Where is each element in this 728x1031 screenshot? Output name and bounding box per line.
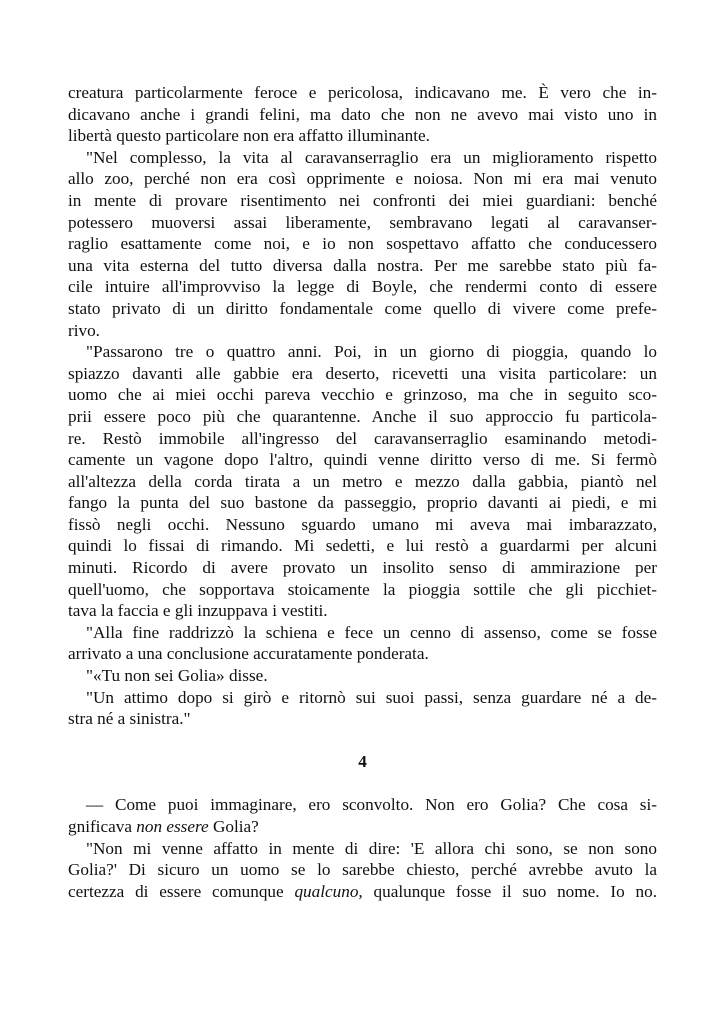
text-line: all'altezza della corda tirata a un metro e mezzo dalla gabbia, piantò nel [68,471,657,491]
section-text [68,82,657,730]
text-span: Golia? [208,817,259,836]
text-line: "Alla fine raddrizzò la schiena e fece un cenno di assenso, come se fosse [86,622,657,642]
text-line: re. Restò immobile all'ingresso del caravanserraglio esaminando metodi- [68,428,657,448]
text-line: spiazzo davanti alle gabbie era deserto, ricevetti una visita particolare: un [68,363,657,383]
text-line: "Passarono tre o quattro anni. Poi, in un giorno di pioggia, quando lo [86,342,657,362]
text-line: "Nel complesso, la vita al caravanserraglio era un miglioramento rispetto [86,147,657,167]
text-line: — Come puoi immaginare, ero sconvolto. Non ero Golia? Che cosa si- [86,795,657,815]
italic-text: qualcuno, [294,881,363,901]
text-line: in mente di provare risentimento nei confronti dei miei guardiani: benché [68,190,657,210]
text-line: allo zoo, perché non era così opprimente e noiosa. Non mi era mai venuto [68,169,657,189]
text-line: raglio esattamente come noi, e io non sospettavo affatto che conducessero [68,234,657,254]
text-line: quindi lo fissai di rimando. Mi sedetti, e lui restò a guardarmi per alcuni [68,536,657,556]
text-line: minuti. Ricordo di avere provato un insolito senso di ammirazione per [68,558,657,578]
text-line: tava la faccia e gli inzuppava i vestiti. [68,601,328,621]
text-span: gnificava [68,817,137,836]
text-line: fissò negli occhi. Nessuno sguardo umano mi aveva mai imbarazzato, [68,514,657,534]
text-line: una vita esterna del tutto diversa dalla nostra. Per me sarebbe stato più fa- [68,255,657,275]
italic-text: non essere [136,817,209,836]
text-line: Golia?' Di sicuro un uomo se lo sarebbe chiesto, perché avrebbe avuto la [68,860,657,880]
text-line: quell'uomo, che sopportava stoicamente la pioggia sottile che gli picchiet- [68,579,657,599]
text-span: certezza di essere comunque [68,881,295,901]
text-line [68,881,657,903]
text-line: potessero muoversi assai liberamente, sembravano legati al caravanser- [68,212,657,232]
text-line: "Un attimo dopo si girò e ritornò sui suoi passi, senza guardare né a de- [86,687,657,707]
text-line: dicavano anche i grandi felini, ma dato che non ne avevo mai visto uno in [68,104,657,124]
text-line [68,816,657,838]
text-span: qualunque fosse il suo nome. Io no. [362,881,657,901]
text-line: uomo che ai miei occhi pareva vecchio e grinzoso, ma che in seguito sco- [68,385,657,405]
text-line: libertà questo particolare non era affatto illuminante. [68,126,430,146]
text-line: stra né a sinistra." [68,709,191,729]
text-line: prii essere poco più che quarantenne. Anche il suo approccio fu particola- [68,406,657,426]
text-line: "«Tu non sei Golia» disse. [86,666,268,686]
chapter-number: 4 [358,751,367,771]
text-line: "Non mi venne affatto in mente di dire: 'E allora chi sono, se non sono [86,838,657,858]
section-text [68,794,657,902]
text-line: arrivato a una conclusione accuratamente ponderata. [68,644,429,664]
book-page [68,82,657,902]
text-line: fango la punta del suo bastone da passeggio, proprio davanti ai piedi, e mi [68,493,657,513]
text-line: camente un vagone dopo l'altro, quindi venne diritto verso di me. Si fermò [68,450,657,470]
text-line: stato privato di un diritto fondamentale come quello di vivere come prefe- [68,298,657,318]
text-line: rivo. [68,320,100,340]
text-line: cile intuire all'improvviso la legge di Boyle, che rendermi conto di essere [68,277,657,297]
text-line: creatura particolarmente feroce e pericolosa, indicavano me. È vero che in- [68,83,657,102]
